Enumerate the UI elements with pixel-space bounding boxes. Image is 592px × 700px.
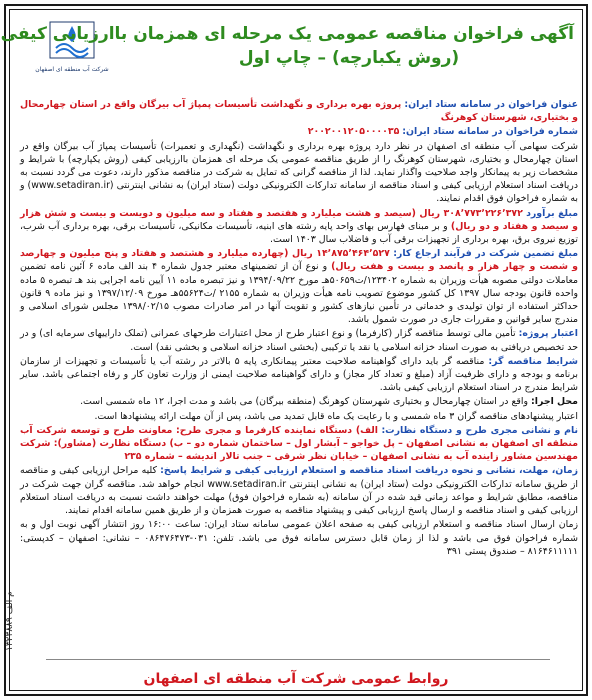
footer-divider	[46, 659, 550, 660]
docs-label: زمان، مهلت، نشانی و نحوه دریافت اسناد مناقصه و استعلام ارزیابی کیفی و شرایط پاسخ:	[160, 465, 578, 477]
title-line-1: آگهی فراخوان مناقصه عمومی یک مرحله ای همزمان باارزیابی کیفی	[0, 24, 574, 44]
deadline-paragraph	[20, 518, 578, 558]
contact-paragraph	[20, 424, 578, 464]
subject-label: عنوان فراخوان در سامانه ستاد ایران:	[404, 99, 578, 110]
deadline-text-2: و به شماره فراخوان فوق می باشد و لذا از زمان قابل دسترس سامانه فوق می باشد. تلفن: ۰۳۱-۰۸۶۴۷۶۴۷۳ – نشانی: اصفهان – کدپستی: ۸۱۶۴۶۱۱۱۱۱ – صندوق پستی ۳۹۱	[20, 519, 578, 557]
tender-number: ۲۰۰۲۰۰۱۲۰۵۰۰۰۰۳۵	[307, 126, 400, 138]
credit-paragraph	[20, 327, 578, 353]
conditions-text: مناقصه گر باید دارای گواهینامه صلاحیت معتبر پیمانکاری پایه ۵ بالاتر در رشته آب یا تأسیسات و تجهیزات از سازمان برنامه و بودجه و دارای ظرفیت آزاد (مبلغ و تعداد کار مجاز) و دارای گواهینامه صلاحیت ایمنی از وزارت تعاون کار و رفاه اجتماعی باشد. سایر شرایط مندرج در اسناد استعلام ارزیابی کیفی باشد.	[20, 355, 578, 394]
contact-label: نام و نشانی مجری طرح و دستگاه نظارت:	[381, 424, 578, 436]
logo-caption: شرکت آب منطقه ای اصفهان	[35, 66, 109, 73]
advertisement-page	[0, 4, 588, 696]
footer-signature: روابط عمومی شرکت آب منطقه ای اصفهان	[143, 671, 449, 687]
deadline-text: زمان ارسال اسناد مناقصه و استعلام ارزیابی کیفی به صفحه اعلان عمومی سامانه ستاد ایران: ساعت ۱۶:۰۰ روز انتشار آگهی نوبت اول	[39, 519, 578, 531]
announcement-body	[20, 98, 578, 559]
location-text: واقع در استان چهارمحال و بختیاری شهرستان کوهرنگ (منطقه بیرگان) می باشد و مدت اجرا، ۱۲ ماه شمسی است.	[80, 396, 529, 408]
guarantee-paragraph	[20, 247, 578, 326]
subject-paragraph	[20, 98, 578, 124]
credit-label: اعتبار پروژه:	[518, 328, 578, 340]
side-reference-code: م الف ۱۳۲۳۸۸۹	[5, 591, 15, 651]
intro-paragraph: شرکت سهامی آب منطقه ای اصفهان در نظر دارد پروژه بهره برداری و نگهداشت (نگهداری و تعمیرات) تأسیسات پمپاژ آب بیرگان واقع در استان چهارمحال و بختیاری، شهرستان کوهرنگ را از طریق مناقصه عمومی یک مرحله ای همزمان باارزیابی کیفی (روش یکپارچه) با شرایط و مشخصات زیر به پیمانکار واجد صلاحیت واگذار نماید. لذا از مناقصه گرانی که تمایل به شرکت در مناقصه مذکور دارند، دعوت می گردد نسبت به دریافت اسناد استعلام ارزیابی کیفی و اسناد مناقصه از سامانه تدارکات الکترونیکی دولت (ستاد ایران) به نشانی اینترنتی (www.setadiran.ir) و به شماره فراخوان فوق اقدام نمایند.	[20, 140, 579, 205]
guarantee-label: مبلغ تضمین شرکت در فرآیند ارجاع کار:	[393, 248, 578, 260]
subject-text: پروژه بهره برداری و نگهداشت تأسیسات پمپاژ آب بیرگان واقع در استان چهارمحال و بختیاری، شهرستان کوهرنگ	[20, 99, 578, 124]
location-paragraph	[20, 395, 578, 408]
docs-paragraph	[20, 464, 578, 517]
credit-text: تأمین مالی توسط مناقصه گزار (کارفرما) و نوع اعتبار طرح از محل اعتبارات طرحهای عمرانی (تملک داراییهای سرمایه ای) و در حد تخصیص دریافتی به صورت اسناد خزانه اسلامی یا نقد یا ترکیبی (بخشی اسناد خزانه اسلامی و بخشی نقد) است.	[20, 328, 578, 353]
conditions-paragraph	[20, 355, 578, 395]
location-label: محل اجرا:	[531, 396, 578, 408]
title-line-2: (روش یکبارچه) – چاپ اول	[238, 48, 460, 68]
estimate-label: مبلغ برآورد	[526, 207, 579, 219]
number-paragraph	[20, 125, 578, 138]
guarantee-text: و نوع آن از تضمینهای معتبر جدول شماره ۴ بند الف ماده ۶ آئین نامه تضمین معاملات دولتی مصوبه هیأت وزیران به شماره ۱۲۳۴۰۲/ت۵۰۶۵۹هـ مورخ ۱۳۹۴/۰۹/۲۲ و نیز تبصره ماده ۱۱ آیین نامه اجرایی بند هـ تبصره ۵ ماده واحده قانون بودجه سال ۱۳۹۷ کل کشور موضوع تصویب نامه هیأت وزیران به شماره ۲۱۵۵ /ت۵۵۶۲۴هـ مورخ ۱۳۹۷/۱۲/۰۹ و نیز ماده ۹ قانون حداکثر استفاده از توان تولیدی و خدماتی در تأمین نیازهای کشور و تقویت آنها در امر صادرات مصوب ۱۳۹۸/۰۲/۱۵ مجلس شورای اسلامی و مندرج سایر قوانین و مقررات جاری در صورت شمول باشد.	[20, 261, 578, 326]
conditions-label: شرایط مناقصه گر:	[488, 355, 578, 367]
estimate-paragraph	[20, 207, 578, 247]
estimate-text: و بر مبنای فهارس بهای واحد پایه رشته های ابنیه، تأسیسات مکانیکی، تأسیسات برقی، بهره برداری آب شرب، توزیع نیروی برق، بهره برداری از تجهیزات برقی آب و فاضلاب سال ۱۴۰۳ است.	[20, 220, 578, 246]
number-label: شماره فراخوان در سامانه ستاد ایران:	[402, 126, 578, 138]
guarantee-value: ۱۴٬۸۷۵٬۴۶۴٬۵۲۷ ریال (چهارده میلیارد و هشتصد و هفتاد و پنج میلیون و چهارصد و شصت و چهار هزار و پانصد و بیست و هفت ریال)	[20, 248, 578, 273]
estimate-value: ۳۰۸٬۷۷۳٬۲۲۶٬۳۷۲ ریال (سیصد و هشت میلیارد و هفتصد و هفتاد و سه میلیون و دویست و بیست و شش هزار و سیصد و هفتاد و دو ریال)	[20, 207, 579, 232]
validity-paragraph: اعتبار پیشنهادهای مناقصه گران ۳ ماه شمسی و با رعایت یک ماه قابل تمدید می باشد، پس از آن مهلت ارائه پیشنهادها است.	[94, 410, 578, 422]
contact-text: الف) دستگاه نماینده کارفرما و مجری طرح: معاونت طرح و توسعه شرکت آب منطقه ای اصفهان به نشانی اصفهان – پل خواجو – آبشار اول – ساختمان شماره دو – ب) دستگاه نظارت (مشاور): شرکت مهندسین مشاور زاینده آب به نشانی اصفهان – خیابان نظر شرقی – جنب تالار اندیشه – شماره ۲۳۵	[20, 424, 578, 463]
docs-text: کلیه مراحل ارزیابی کیفی و مناقصه از طریق سامانه تدارکات الکترونیکی دولت (ستاد ایران) به نشانی اینترنتی www.setadiran.ir انجام خواهد شد. مناقصه گران جهت شرکت در مناقصه، مطابق شرایط و مواعد زمانی قید شده در آن سامانه (به شماره فراخوان فوق) مهلت خواهند داشت نسبت به دریافت اسناد استعلام ارزیابی کیفی و اسناد مناقصه و ارسال پاسخ ارزیابی کیفی و پیشنهاد مناقصه به صورت همزمان و از طریق همین سامانه اقدام نمایند.	[20, 465, 578, 517]
